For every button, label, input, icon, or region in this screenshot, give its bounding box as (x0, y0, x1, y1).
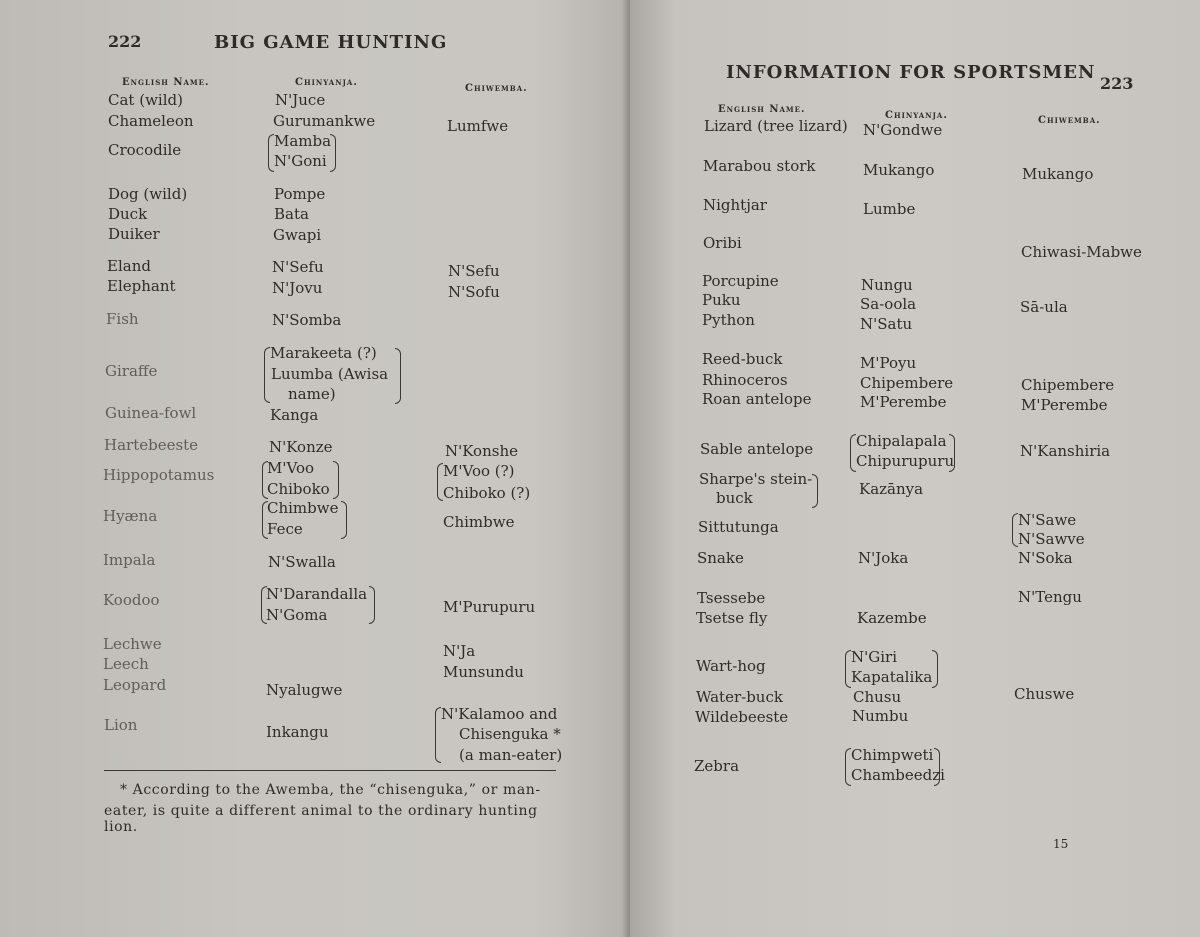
page-number: 222 (108, 32, 142, 51)
signature-mark: 15 (1053, 837, 1069, 851)
chinyanja-name: N'Satu (860, 315, 913, 333)
english-name: Tsessebe (697, 589, 766, 607)
english-name: Hyæna (103, 507, 158, 525)
english-name: Python (702, 311, 755, 329)
chinyanja-name: N'Jovu (272, 279, 323, 297)
english-name: Sittutunga (698, 518, 779, 536)
chiwemba-name: N'Konshe (445, 442, 518, 460)
english-name: Eland (107, 257, 151, 275)
chinyanja-name: Nyalugwe (266, 681, 343, 699)
english-name: Rhinoceros (702, 371, 788, 389)
chinyanja-name: N'Goni (274, 152, 327, 170)
chinyanja-name: N'Darandalla (266, 585, 368, 603)
right-brace (934, 748, 940, 786)
chinyanja-name: M'Poyu (860, 354, 917, 372)
chiwemba-name: N'Sofu (448, 283, 500, 301)
right-page (630, 0, 1200, 937)
chiwemba-name: M'Voo (?) (443, 462, 515, 480)
english-name: Wildebeeste (695, 708, 789, 726)
footnote-line: lion. (104, 819, 138, 835)
chinyanja-name: Nungu (861, 276, 913, 294)
chinyanja-name: Kazembe (857, 609, 927, 627)
english-name: Chameleon (108, 112, 194, 130)
chinyanja-name: Luumba (Awisa (271, 365, 389, 383)
english-name: Impala (103, 551, 156, 569)
english-name: Sable antelope (700, 440, 814, 458)
chiwemba-name: N'Tengu (1018, 588, 1082, 606)
chinyanja-name: Gwapi (273, 226, 322, 244)
column-head-chiwemba: Chiwemba. (1038, 115, 1101, 126)
chinyanja-name: Inkangu (266, 723, 329, 741)
english-name: Porcupine (702, 272, 779, 290)
page-number: 223 (1100, 74, 1134, 93)
english-name: Elephant (107, 277, 176, 295)
chinyanja-name: Kapatalika (851, 668, 933, 686)
english-name: Cat (wild) (108, 91, 183, 109)
chinyanja-name: Bata (274, 205, 309, 223)
chinyanja-name: Chipurupuru (856, 452, 955, 470)
english-name: Koodoo (103, 591, 160, 609)
english-name: Hartebeeste (104, 436, 199, 454)
english-name: Duck (108, 205, 148, 223)
english-name: Nightjar (703, 196, 767, 214)
english-name: Lizard (tree lizard) (704, 117, 848, 135)
running-head: INFORMATION FOR SPORTSMEN (726, 62, 1096, 83)
english-name: Zebra (694, 757, 740, 775)
chiwemba-name: Chiwasi-Mabwe (1021, 243, 1142, 261)
chinyanja-name: Pompe (274, 185, 326, 203)
english-name: Leech (103, 655, 149, 673)
chiwemba-name: N'Soka (1018, 549, 1073, 567)
column-head-chinyanja: Chinyanja. (885, 110, 948, 121)
chinyanja-name: Chimbwe (267, 499, 339, 517)
running-head: BIG GAME HUNTING (214, 32, 448, 53)
chiwemba-name: Chisenguka * (459, 725, 561, 743)
chiwemba-name: Lumfwe (447, 117, 509, 135)
english-name: Leopard (103, 676, 167, 694)
english-name: Roan antelope (702, 390, 812, 408)
chiwemba-name: N'Kanshiria (1020, 442, 1111, 460)
chiwemba-name: N'Sawe (1018, 511, 1077, 529)
column-head-english: English Name. (718, 104, 806, 115)
chiwemba-name: Chimbwe (443, 513, 515, 531)
chinyanja-name: Gurumankwe (273, 112, 376, 130)
chinyanja-name: Numbu (852, 707, 909, 725)
chinyanja-name: Mukango (863, 161, 935, 179)
chinyanja-name: N'Juce (275, 91, 326, 109)
right-brace (330, 134, 336, 172)
footnote-line: eater, is quite a different animal to the ordinary hunting (104, 803, 538, 819)
chiwemba-name: M'Purupuru (443, 598, 536, 616)
chiwemba-name: Chipembere (1021, 376, 1115, 394)
english-name: Tsetse fly (696, 609, 768, 627)
chiwemba-name: N'Sefu (448, 262, 500, 280)
chinyanja-name: N'Somba (272, 311, 342, 329)
column-head-chinyanja: Chinyanja. (295, 77, 358, 88)
chinyanja-name: Chimpweti (851, 746, 934, 764)
right-brace (369, 586, 375, 624)
chinyanja-name: Chambeedzi (851, 766, 945, 784)
chinyanja-name: Sa-oola (860, 295, 917, 313)
right-brace (333, 461, 339, 499)
chiwemba-name: Sā-ula (1020, 298, 1068, 316)
right-brace (812, 474, 818, 508)
chinyanja-name: N'Swalla (268, 553, 336, 571)
chinyanja-name: N'Joka (858, 549, 909, 567)
chinyanja-name: Mamba (274, 132, 332, 150)
column-head-english: English Name. (122, 77, 210, 88)
chiwemba-name: Mukango (1022, 165, 1094, 183)
footnote-line: * According to the Awemba, the “chisenguka,” or man- (120, 782, 541, 798)
chinyanja-name: Chiboko (267, 480, 330, 498)
english-name: Lion (104, 716, 138, 734)
right-brace (341, 501, 347, 539)
footnote-rule (104, 770, 556, 771)
chinyanja-name: N'Gondwe (863, 121, 943, 139)
chinyanja-name: Marakeeta (?) (270, 344, 377, 362)
chiwemba-name: M'Perembe (1021, 396, 1108, 414)
chinyanja-name: name) (288, 385, 336, 403)
chiwemba-name: (a man-eater) (459, 746, 563, 764)
chiwemba-name: Chiboko (?) (443, 484, 531, 502)
chiwemba-name: N'Sawve (1018, 530, 1085, 548)
english-name: Sharpe's stein- (699, 470, 813, 488)
english-name: Lechwe (103, 635, 162, 653)
english-name: Fish (106, 310, 139, 328)
chiwemba-name: Chuswe (1014, 685, 1075, 703)
chinyanja-name: Kanga (270, 406, 319, 424)
chinyanja-name: Chipalapala (856, 432, 947, 450)
chinyanja-name: Kazānya (859, 480, 924, 498)
right-brace (395, 348, 401, 404)
english-name: Duiker (108, 225, 160, 243)
english-name: Marabou stork (703, 157, 816, 175)
chinyanja-name: N'Goma (266, 606, 328, 624)
chinyanja-name: Chusu (853, 688, 902, 706)
chiwemba-name: N'Kalamoo and (441, 705, 558, 723)
chinyanja-name: N'Giri (851, 648, 897, 666)
english-name: Oribi (703, 234, 742, 252)
right-brace (932, 650, 938, 688)
english-name: Hippopotamus (103, 466, 215, 484)
english-name: Wart-hog (696, 657, 766, 675)
chinyanja-name: M'Perembe (860, 393, 947, 411)
english-name: Guinea-fowl (105, 404, 197, 422)
english-name: Dog (wild) (108, 185, 188, 203)
chinyanja-name: N'Konze (269, 438, 333, 456)
chinyanja-name: Chipembere (860, 374, 954, 392)
english-name: Puku (702, 291, 741, 309)
english-name: Crocodile (108, 141, 182, 159)
right-brace (949, 434, 955, 472)
column-head-chiwemba: Chiwemba. (465, 83, 528, 94)
english-name: Reed-buck (702, 350, 783, 368)
chinyanja-name: N'Sefu (272, 258, 324, 276)
chinyanja-name: Fece (267, 520, 303, 538)
english-name: buck (716, 489, 753, 507)
chiwemba-name: Munsundu (443, 663, 524, 681)
english-name: Giraffe (105, 362, 158, 380)
english-name: Water-buck (696, 688, 783, 706)
chiwemba-name: N'Ja (443, 642, 476, 660)
english-name: Snake (697, 549, 744, 567)
chinyanja-name: M'Voo (267, 459, 314, 477)
chinyanja-name: Lumbe (863, 200, 916, 218)
